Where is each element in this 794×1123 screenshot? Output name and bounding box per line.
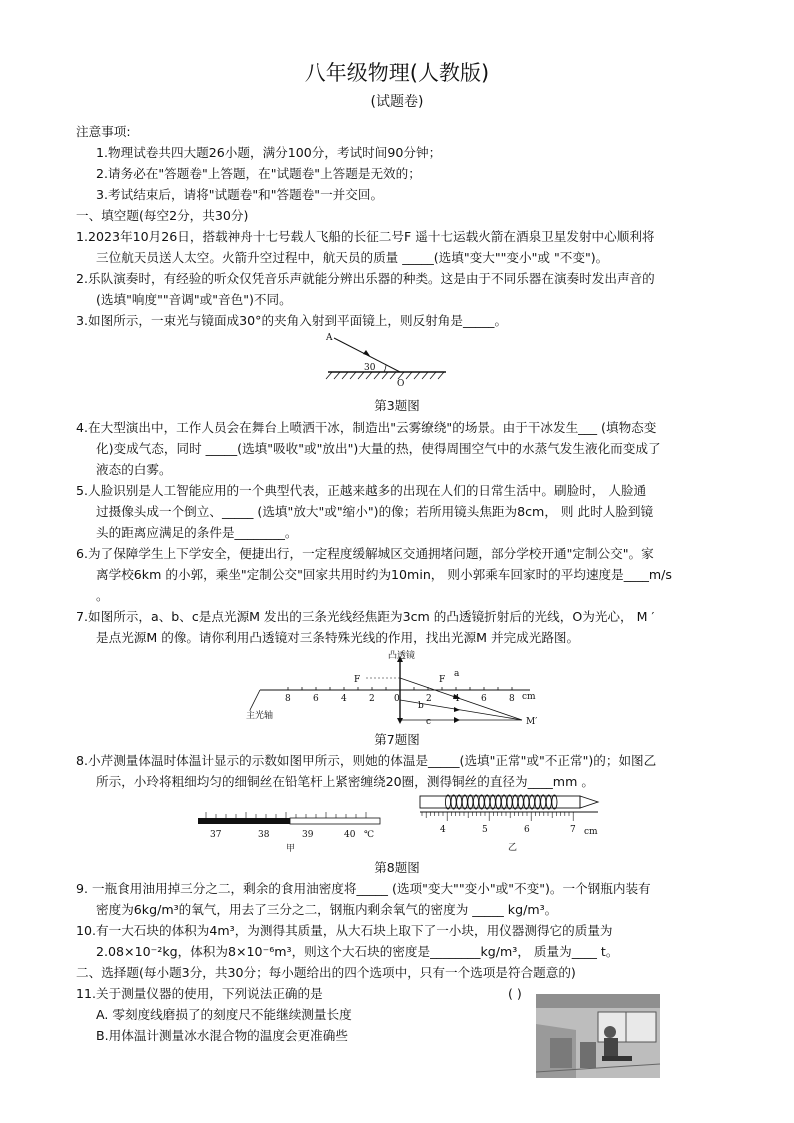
thermo-unit: ℃ bbox=[364, 830, 375, 840]
focus-label: F bbox=[439, 675, 446, 685]
question-line: 10.有一大石块的体积为4m³，为测得其质量，从大石块上取下了一小块，用仪器测得它的质量为 bbox=[76, 923, 613, 938]
coil-loop bbox=[524, 795, 529, 809]
thermo-tick-label: 38 bbox=[258, 830, 270, 840]
ruler-tick-label: 7 bbox=[570, 825, 576, 835]
ruler-figure bbox=[418, 792, 608, 854]
question-line: 头的距离应满足的条件是________。 bbox=[96, 525, 298, 540]
question-line: 6.为了保障学生上下学安全，便捷出行，一定程度缓解城区交通拥堵问题，部分学校开通"定制公交"。家 bbox=[76, 546, 654, 561]
question-line: 所示，小玲将粗细均匀的细铜丝在铅笔杆上紧密缠绕20圈，测得铜丝的直径为____mm 。 bbox=[96, 774, 594, 789]
question-line: 1.2023年10月26日，搭载神舟十七号载人飞船的长征二号F 遥十七运载火箭在酒泉卫星发射中心顺利将 bbox=[76, 229, 655, 244]
option-b: B.用体温计测量冰水混合物的温度会更准确些 bbox=[96, 1028, 348, 1043]
coil-loop bbox=[513, 795, 518, 809]
answer-paren: ( ) bbox=[508, 986, 522, 1001]
tick-label: 4 bbox=[454, 694, 460, 704]
ray-label-c: c bbox=[426, 717, 432, 727]
coil-loop bbox=[535, 795, 540, 809]
mirror-diagram bbox=[320, 328, 460, 390]
coil-loop bbox=[479, 795, 484, 809]
option-a: A. 零刻度线磨损了的刻度尺不能继续测量长度 bbox=[96, 1007, 352, 1022]
ray-label-a: a bbox=[454, 669, 460, 679]
coil-loop bbox=[518, 795, 523, 809]
coil-loop bbox=[501, 795, 506, 809]
figure-caption: 第8题图 bbox=[374, 860, 420, 875]
lens-label: 凸透镜 bbox=[388, 651, 416, 661]
ruler-unit: cm bbox=[584, 827, 598, 837]
note-item: 2.请务必在"答题卷"上答题，在"试题卷"上答题是无效的； bbox=[96, 166, 421, 181]
focus-label: F bbox=[354, 675, 361, 685]
question-line: 。 bbox=[96, 588, 109, 603]
label-jia: 甲 bbox=[286, 844, 296, 854]
question-line: 是点光源M 的像。请你利用凸透镜对三条特殊光线的作用，找出光源M 并完成光路图。 bbox=[96, 630, 580, 645]
unit-label: cm bbox=[522, 692, 536, 702]
tick-label: 6 bbox=[481, 694, 487, 704]
tick-label: 2 bbox=[369, 694, 375, 704]
thermo-tick-label: 39 bbox=[302, 830, 314, 840]
note-item: 1.物理试卷共四大题26小题，满分100分，考试时间90分钟； bbox=[96, 145, 442, 160]
question-line: 化)变成气态，同时 _____(选填"吸收"或"放出")大量的热，使得周围空气中的水蒸气发生液化而变成了 bbox=[96, 441, 661, 456]
image-label: M′ bbox=[526, 717, 538, 727]
ray-label-b: b bbox=[418, 701, 424, 711]
note-item: 3.考试结束后，请将"试题卷"和"答题卷"一并交回。 bbox=[96, 187, 384, 202]
tick-label: 0 bbox=[394, 694, 400, 704]
page-subtitle: (试题卷) bbox=[370, 94, 424, 110]
page-title: 八年级物理(人教版) bbox=[304, 61, 490, 85]
question-line: 2.08×10⁻²kg，体积为8×10⁻⁶m³，则这个大石块的密度是________kg/m³， 质量为____ t。 bbox=[96, 944, 619, 959]
question-line: (选填"响度""音调"或"音色")不同。 bbox=[96, 292, 292, 307]
ruler-ticks bbox=[422, 812, 573, 821]
coil-loop bbox=[546, 795, 551, 809]
coil-loop bbox=[451, 795, 456, 809]
axis-label: 主光轴 bbox=[246, 711, 274, 721]
train-illustration bbox=[536, 994, 660, 1078]
figure-caption: 第3题图 bbox=[374, 398, 420, 413]
thermometer-figure bbox=[196, 808, 388, 854]
question-line: 5.人脸识别是人工智能应用的一个典型代表，正越来越多的出现在人们的日常生活中。刷脸时， 人脸通 bbox=[76, 483, 647, 498]
tick-label: 8 bbox=[285, 694, 291, 704]
question-line: 2.乐队演奏时，有经验的听众仅凭音乐声就能分辨出乐器的种类。这是由于不同乐器在演奏时发出声音的 bbox=[76, 271, 655, 286]
question-line: 离学校6km 的小郭，乘坐"定制公交"回家共用时约为10min， 则小郭乘车回家时的平均速度是____m/s bbox=[96, 567, 672, 582]
section1-heading: 一、填空题(每空2分，共30分) bbox=[76, 208, 249, 223]
question-line: 8.小芹测量体温时体温计显示的示数如图甲所示，则她的体温是_____(选填"正常"或"不正常")的；如图乙 bbox=[76, 753, 657, 768]
coil-loop bbox=[507, 795, 512, 809]
ruler-tick-label: 6 bbox=[524, 825, 530, 835]
ruler-tick-label: 4 bbox=[440, 825, 446, 835]
figure-caption: 第7题图 bbox=[374, 732, 420, 747]
coil-loop bbox=[496, 795, 501, 809]
question-line: 3.如图所示，一束光与镜面成30°的夹角入射到平面镜上，则反射角是_____。 bbox=[76, 313, 508, 328]
label-a: A bbox=[326, 333, 333, 343]
question-line: 密度为6kg/m³的氧气，用去了三分之二，钢瓶内剩余氧气的密度为 _____ kg/m³。 bbox=[96, 902, 558, 917]
coil-loop bbox=[468, 795, 473, 809]
thermo-tick-label: 40 bbox=[344, 830, 356, 840]
mirror-hatch bbox=[326, 372, 444, 379]
coil-loop bbox=[552, 795, 557, 809]
coil-loop bbox=[485, 795, 490, 809]
lens-diagram bbox=[240, 648, 560, 726]
thermo-ticks bbox=[206, 812, 366, 818]
question-line: 过摄像头成一个倒立、_____ (选填"放大"或"缩小")的像；若所用镜头焦距为8cm， 则 此时人脸到镜 bbox=[96, 504, 654, 519]
tick-label: 4 bbox=[341, 694, 347, 704]
label-o: O bbox=[397, 379, 405, 389]
question-line: 4.在大型演出中，工作人员会在舞台上喷洒干冰，制造出"云雾缭绕"的场景。由于干冰发生___ (填物态变 bbox=[76, 420, 657, 435]
thermo-tick-label: 37 bbox=[210, 830, 222, 840]
question-line: 7.如图所示，a、b、c是点光源M 发出的三条光线经焦距为3cm 的凸透镜折射后的光线，O为光心， M ′ bbox=[76, 609, 655, 624]
angle-label: 30 bbox=[364, 363, 376, 373]
question-line: 三位航天员送人太空。火箭升空过程中，航天员的质量 _____(选填"变大""变小"或 "不变")。 bbox=[96, 250, 609, 265]
coil-loop bbox=[462, 795, 467, 809]
question-line: 11.关于测量仪器的使用，下列说法正确的是 bbox=[76, 986, 323, 1001]
coil-loop bbox=[490, 795, 495, 809]
copper-coil bbox=[445, 795, 557, 809]
coil-loop bbox=[473, 795, 478, 809]
tick-label: 6 bbox=[313, 694, 319, 704]
section2-heading: 二、选择题(每小题3分，共30分；每小题给出的四个选项中，只有一个选项是符合题意的) bbox=[76, 965, 576, 980]
tick-label: 8 bbox=[509, 694, 515, 704]
question-line: 液态的白雾。 bbox=[96, 462, 172, 477]
ruler-tick-label: 5 bbox=[482, 825, 488, 835]
coil-loop bbox=[457, 795, 462, 809]
ray-a bbox=[400, 678, 522, 720]
coil-loop bbox=[529, 795, 534, 809]
coil-loop bbox=[541, 795, 546, 809]
question-line: 9. 一瓶食用油用掉三分之二，剩余的食用油密度将_____ (选项"变大""变小"或"不变")。一个钢瓶内装有 bbox=[76, 881, 651, 896]
label-yi: 乙 bbox=[508, 843, 518, 853]
coil-loop bbox=[445, 795, 450, 809]
notes-heading: 注意事项: bbox=[76, 124, 131, 139]
tick-label: 2 bbox=[426, 694, 432, 704]
